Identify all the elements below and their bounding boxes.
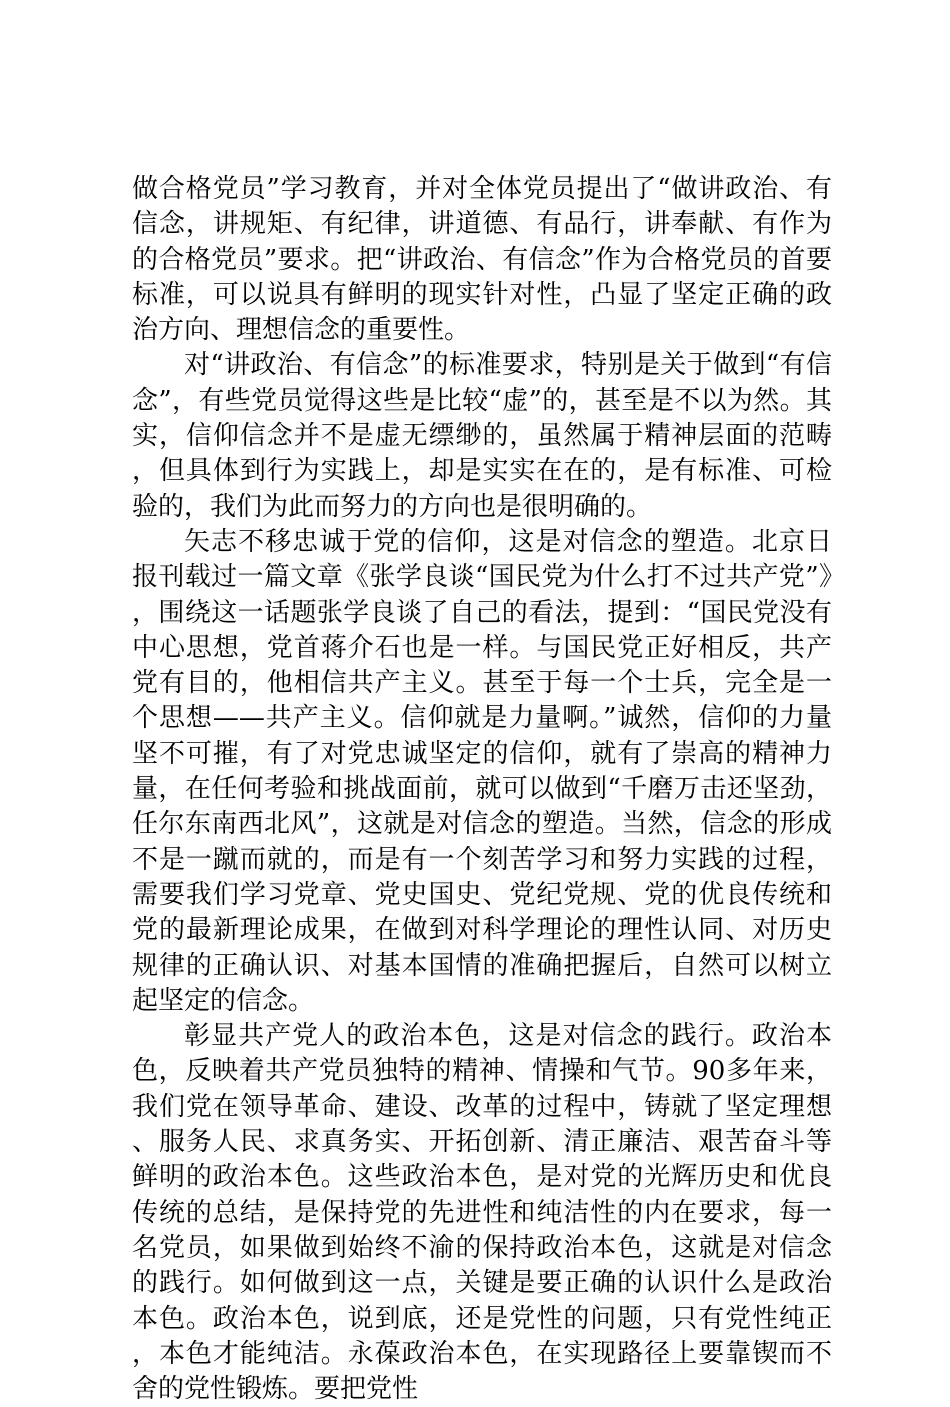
paragraph-standard-requirement: 对“讲政治、有信念”的标准要求，特别是关于做到“有信念”，有些党员觉得这些是比较“虚”的，甚至是不以为然。其实，信仰信念并不是虚无缥缈的，虽然属于精神层面的范畴，但具体到行为实践上，却是实实在在的，是有标准、可检验的，我们为此而努力的方向也是很明确的。 <box>132 350 832 522</box>
paragraph-belief-shaping: 矢志不移忠诚于党的信仰，这是对信念的塑造。北京日报刊载过一篇文章《张学良谈“国民党为什么打不过共产党”》，围绕这一话题张学良谈了自己的看法，提到：“国民党没有中心思想，党首蒋介石也是一样。与国民党正好相反，共产党有目的，他相信共产主义。甚至于每一个士兵，完全是一个思想——共产主义。信仰就是力量啊。”诚然，信仰的力量坚不可摧，有了对党忠诚坚定的信仰，就有了崇高的精神力量，在任何考验和挑战面前，就可以做到“千磨万击还坚劲，任尔东南西北风”，这就是对信念的塑造。当然，信念的形成不是一蹴而就的，而是有一个刻苦学习和努力实践的过程，需要我们学习党章、党史国史、党纪党规、党的优良传统和党的最新理论成果，在做到对科学理论的理性认同、对历史规律的正确认识、对基本国情的准确把握后，自然可以树立起坚定的信念。 <box>132 526 832 1016</box>
paragraph-continuation: 做合格党员”学习教育，并对全体党员提出了“做讲政治、有信念，讲规矩、有纪律，讲道德、有品行，讲奉献、有作为的合格党员”要求。把“讲政治、有信念”作为合格党员的首要标准，可以说具有鲜明的现实针对性，凸显了坚定正确的政治方向、理想信念的重要性。 <box>132 174 832 346</box>
document-body <box>132 172 832 1407</box>
paragraph-political-character: 彰显共产党人的政治本色，这是对信念的践行。政治本色，反映着共产党员独特的精神、情操和气节。90多年来，我们党在领导革命、建设、改革的过程中，铸就了坚定理想、服务人民、求真务实、开拓创新、清正廉洁、艰苦奋斗等鲜明的政治本色。这些政治本色，是对党的光辉历史和优良传统的总结，是保持党的先进性和纯洁性的内在要求，每一名党员，如果做到始终不渝的保持政治本色，这就是对信念的践行。如何做到这一点，关键是要正确的认识什么是政治本色。政治本色，说到底，还是党性的问题，只有党性纯正，本色才能纯洁。永葆政治本色，在实现路径上要靠锲而不舍的党性锻炼。要把党性 <box>132 1021 832 1405</box>
